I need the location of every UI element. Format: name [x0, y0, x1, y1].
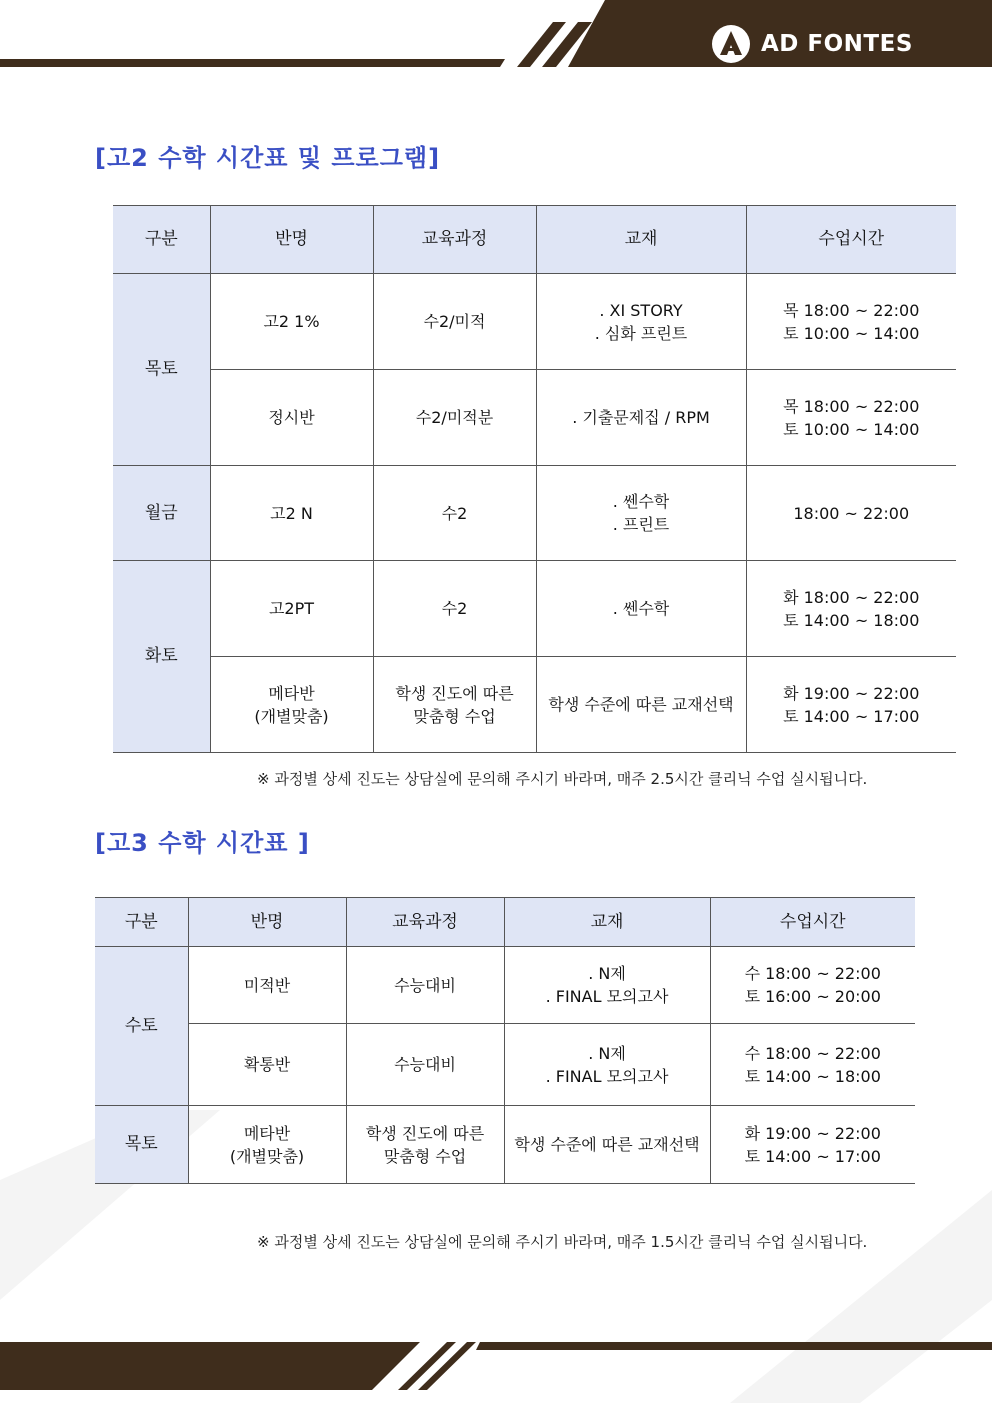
course-cell [346, 947, 504, 1024]
class-name-cell [210, 657, 373, 753]
table-row [113, 274, 956, 370]
cell-line: 학생 수준에 따른 교재선택 [514, 1135, 700, 1154]
cell-line: 맞춤형 수업 [383, 1146, 467, 1166]
cell-line: 수2/미적분 [415, 408, 494, 427]
textbook-cell [536, 657, 746, 753]
header-row [95, 898, 915, 947]
class-name-cell [210, 370, 373, 466]
cell-line: 목 18:00 ~ 22:00 [783, 300, 920, 320]
header-band [0, 59, 505, 67]
grade2-title: [고2 수학 시간표 및 프로그램] [95, 144, 441, 172]
cell-line: . N제 [588, 1043, 626, 1063]
textbook-cell [536, 370, 746, 466]
table-row [95, 947, 915, 1024]
course-cell [373, 466, 536, 561]
table-row [95, 1024, 915, 1106]
cell-line: 18:00 ~ 22:00 [793, 503, 910, 523]
column-header: 구분 [95, 898, 188, 947]
cell-line: 수2 [441, 599, 468, 618]
class-name-cell [188, 1106, 346, 1184]
class-name-cell [188, 1024, 346, 1106]
cell-line: 수 18:00 ~ 22:00 [744, 964, 881, 983]
cell-line: . FINAL 모의고사 [545, 1066, 669, 1086]
column-header: 반명 [188, 898, 346, 947]
column-header: 교재 [504, 898, 710, 947]
cell-line: . 쎈수학 [612, 492, 670, 511]
class-name-cell [210, 561, 373, 657]
course-cell [346, 1106, 504, 1184]
table-row [113, 561, 956, 657]
day-group-cell: 화토 [113, 561, 210, 753]
day-group-cell: 수토 [95, 947, 188, 1106]
course-cell [346, 1024, 504, 1106]
cell-line: 화 18:00 ~ 22:00 [783, 587, 920, 607]
cell-line: . N제 [588, 964, 626, 983]
cell-line: . 쎈수학 [612, 599, 670, 618]
time-cell [710, 1024, 915, 1106]
textbook-cell [536, 466, 746, 561]
course-cell [373, 370, 536, 466]
brand-logo [711, 24, 913, 64]
grade2-schedule-table [113, 205, 956, 753]
cell-line: . 심화 프린트 [594, 323, 688, 343]
course-cell [373, 657, 536, 753]
textbook-cell [504, 1024, 710, 1106]
column-header: 교육과정 [346, 898, 504, 947]
cell-line: . FINAL 모의고사 [545, 987, 669, 1006]
table-row [113, 370, 956, 466]
column-header: 교육과정 [373, 206, 536, 274]
column-header: 수업시간 [710, 898, 915, 947]
grade3-schedule-table [95, 897, 915, 1184]
time-cell [746, 561, 956, 657]
cell-line: 토 14:00 ~ 18:00 [744, 1066, 881, 1086]
day-group-cell: 목토 [113, 274, 210, 466]
cell-line: 고2PT [268, 599, 315, 618]
column-header: 구분 [113, 206, 210, 274]
cell-line: 토 14:00 ~ 17:00 [783, 706, 920, 726]
cell-line: (개별맞춤) [229, 1146, 305, 1166]
cell-line: 수능대비 [394, 1055, 456, 1074]
cell-line: 토 14:00 ~ 17:00 [744, 1146, 881, 1166]
cell-line: 확통반 [243, 1055, 291, 1074]
cell-line: (개별맞춤) [254, 706, 329, 726]
class-name-cell [188, 947, 346, 1024]
time-cell [746, 466, 956, 561]
time-cell [746, 657, 956, 753]
textbook-cell [536, 561, 746, 657]
textbook-cell [536, 274, 746, 370]
cell-line: 메타반 [243, 1123, 291, 1143]
column-header: 반명 [210, 206, 373, 274]
class-name-cell [210, 466, 373, 561]
cell-line: 화 19:00 ~ 22:00 [783, 683, 920, 703]
cell-line: 학생 수준에 따른 교재선택 [548, 695, 734, 714]
grade3-title: [고3 수학 시간표 ] [95, 829, 310, 857]
table-row [113, 466, 956, 561]
day-group-cell: 월금 [113, 466, 210, 561]
cell-line: 토 14:00 ~ 18:00 [783, 610, 920, 630]
footer-band [476, 1342, 992, 1350]
cell-line: 고2 N [270, 503, 313, 523]
cell-line: 학생 진도에 따른 [365, 1123, 485, 1143]
cell-line: . XI STORY [599, 300, 683, 320]
cell-line: 화 19:00 ~ 22:00 [744, 1123, 881, 1143]
cell-line: 맞춤형 수업 [413, 706, 496, 726]
cell-line: 목 18:00 ~ 22:00 [783, 396, 920, 416]
cell-line: 수2/미적 [423, 312, 486, 331]
textbook-cell [504, 947, 710, 1024]
cell-line: 토 16:00 ~ 20:00 [744, 987, 881, 1006]
class-name-cell [210, 274, 373, 370]
cell-line: 수2 [441, 503, 468, 523]
cell-line: 미적반 [243, 975, 291, 995]
column-header: 교재 [536, 206, 746, 274]
grade2-note: ※ 과정별 상세 진도는 상담실에 문의해 주시기 바라며, 매주 2.5시간 클리닉 수업 실시됩니다. [257, 770, 868, 788]
light-stripe [730, 1190, 992, 1403]
grade3-note: ※ 과정별 상세 진도는 상담실에 문의해 주시기 바라며, 매주 1.5시간 클리닉 수업 실시됩니다. [257, 1233, 868, 1251]
logo-text: AD FONTES [761, 31, 913, 57]
time-cell [746, 370, 956, 466]
cell-line: 수 18:00 ~ 22:00 [744, 1043, 881, 1063]
logo-mark-icon [711, 24, 751, 64]
column-header: 수업시간 [746, 206, 956, 274]
cell-line: 고2 1% [263, 312, 320, 331]
cell-line: 수능대비 [394, 975, 456, 995]
time-cell [710, 1106, 915, 1184]
footer-band [0, 1342, 420, 1390]
time-cell [746, 274, 956, 370]
cell-line: 정시반 [268, 408, 315, 427]
textbook-cell [504, 1106, 710, 1184]
header-row [113, 206, 956, 274]
course-cell [373, 274, 536, 370]
cell-line: 토 10:00 ~ 14:00 [783, 323, 920, 343]
table-row [95, 1106, 915, 1184]
cell-line: 학생 진도에 따른 [395, 683, 514, 703]
cell-line: 토 10:00 ~ 14:00 [783, 419, 920, 439]
time-cell [710, 947, 915, 1024]
cell-line: . 프린트 [612, 515, 670, 534]
course-cell [373, 561, 536, 657]
cell-line: 메타반 [268, 683, 315, 703]
table-row [113, 657, 956, 753]
cell-line: . 기출문제집 / RPM [572, 408, 710, 427]
day-group-cell: 목토 [95, 1106, 188, 1184]
